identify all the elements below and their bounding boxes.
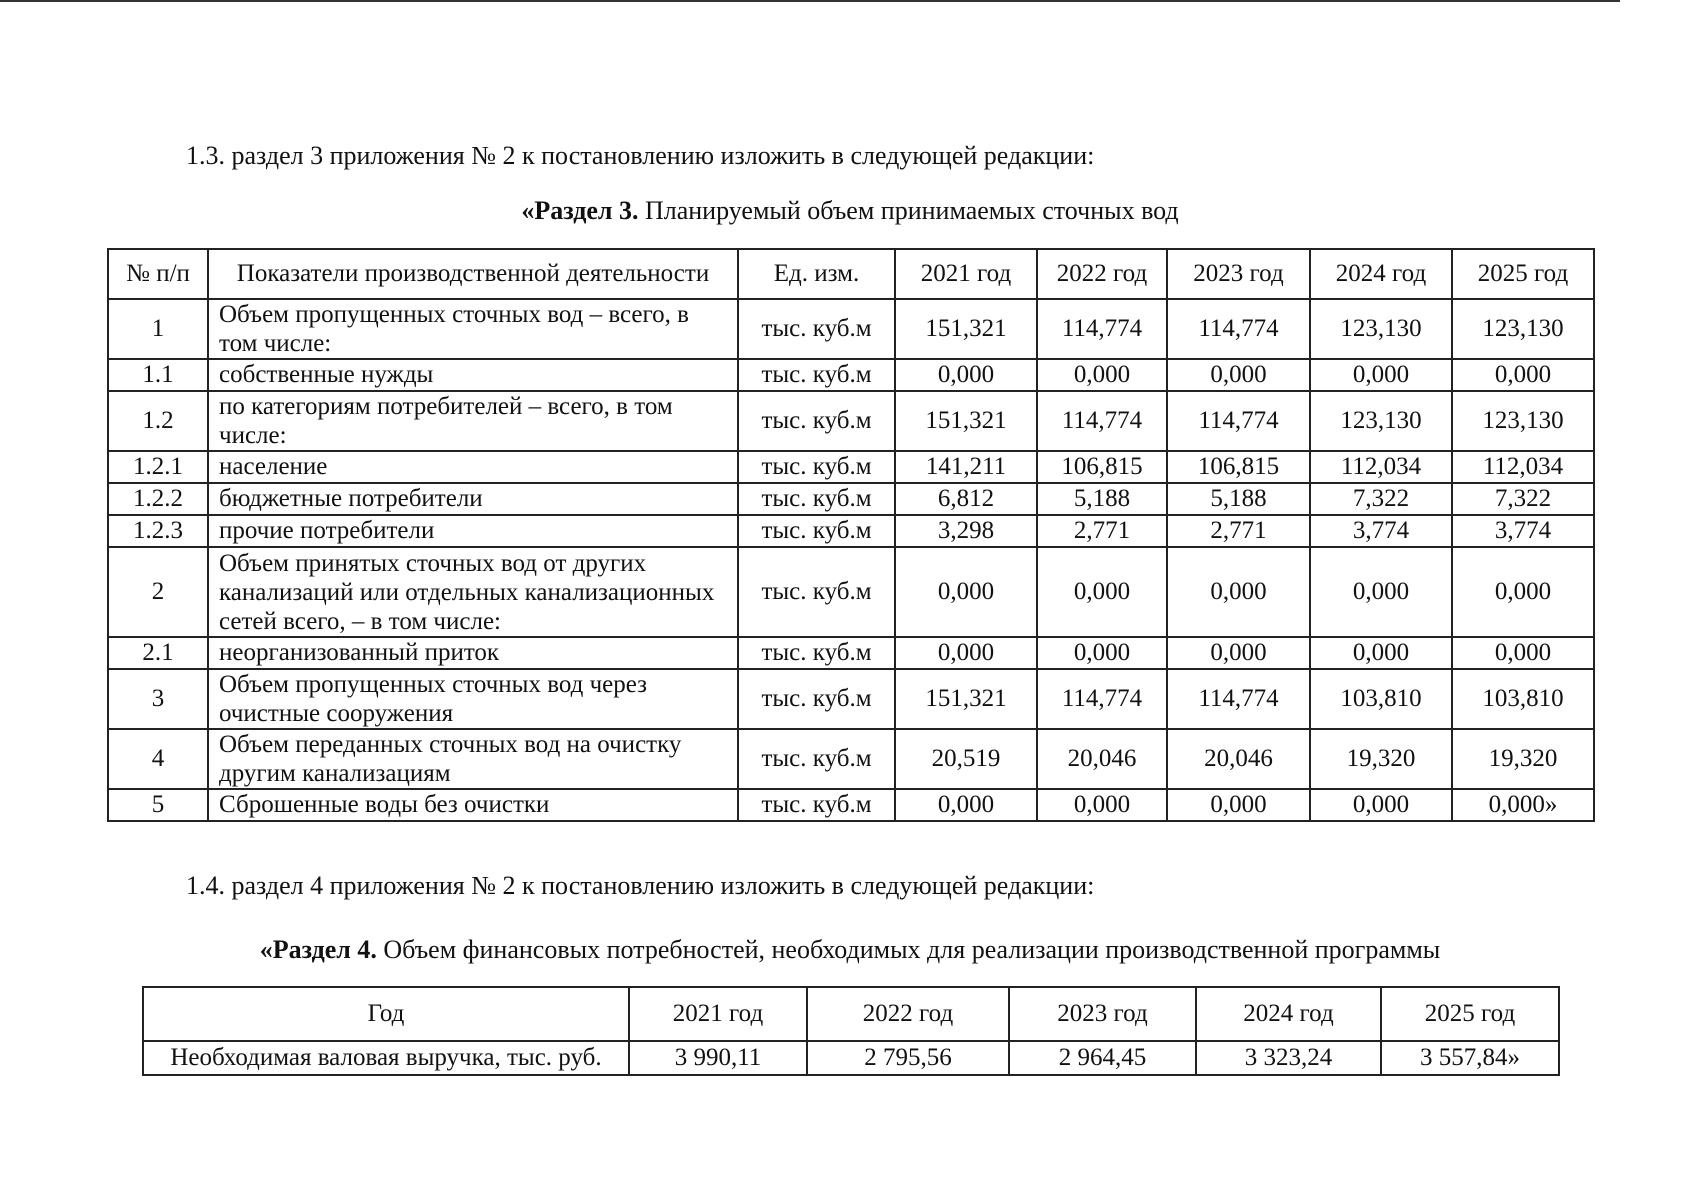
row-num: 4 xyxy=(108,729,208,789)
table-row xyxy=(108,729,1594,789)
row-value-2023: 0,000 xyxy=(1167,547,1310,637)
row-value-2023: 2 964,45 xyxy=(1009,1041,1196,1075)
row-num: 2.1 xyxy=(108,637,208,669)
row-unit: тыс. куб.м xyxy=(738,789,895,821)
row-unit: тыс. куб.м xyxy=(738,451,895,483)
row-value-2025: 123,130 xyxy=(1452,391,1594,451)
section4-heading-rest: Объем финансовых потребностей, необходимых для реализации производственной программы xyxy=(376,935,1441,964)
row-value-2022: 0,000 xyxy=(1037,359,1167,391)
row-unit: тыс. куб.м xyxy=(738,669,895,729)
row-num: 1.2.3 xyxy=(108,515,208,547)
row-value-2025: 123,130 xyxy=(1452,299,1594,359)
row-value-2021: 20,519 xyxy=(895,729,1037,789)
row-value-2022: 0,000 xyxy=(1037,789,1167,821)
row-value-2023: 20,046 xyxy=(1167,729,1310,789)
row-value-2025: 19,320 xyxy=(1452,729,1594,789)
table-row xyxy=(143,1041,1559,1075)
row-value-2023: 114,774 xyxy=(1167,669,1310,729)
row-unit: тыс. куб.м xyxy=(738,515,895,547)
row-value-2023: 114,774 xyxy=(1167,299,1310,359)
table-row xyxy=(108,547,1594,637)
header-2022: 2022 год xyxy=(1037,249,1167,299)
row-value-2021: 3 990,11 xyxy=(629,1041,807,1075)
header-2025: 2025 год xyxy=(1452,249,1594,299)
row-value-2022: 2 795,56 xyxy=(807,1041,1009,1075)
table-row xyxy=(108,391,1594,451)
row-value-2024: 0,000 xyxy=(1310,547,1452,637)
header-year-label: Год xyxy=(143,987,629,1041)
table-row xyxy=(108,637,1594,669)
row-indicator: Объем переданных сточных вод на очистку другим канализациям xyxy=(208,729,738,789)
header-indicator: Показатели производственной деятельности xyxy=(208,249,738,299)
row-num: 1.1 xyxy=(108,359,208,391)
section3-table xyxy=(107,248,1595,822)
header-2021: 2021 год xyxy=(895,249,1037,299)
row-num: 1.2 xyxy=(108,391,208,451)
header-2023: 2023 год xyxy=(1167,249,1310,299)
row-indicator: Объем принятых сточных вод от других канализаций или отдельных канализационных сетей всего, – в том числе: xyxy=(208,547,738,637)
row-value-2025: 0,000 xyxy=(1452,637,1594,669)
row-value-2021: 151,321 xyxy=(895,391,1037,451)
table-row xyxy=(108,451,1594,483)
row-value-2022: 2,771 xyxy=(1037,515,1167,547)
section4-heading xyxy=(107,935,1593,965)
section4-heading-bold: «Раздел 4. xyxy=(259,935,377,964)
row-value-2022: 0,000 xyxy=(1037,547,1167,637)
row-value-2021: 151,321 xyxy=(895,299,1037,359)
row-indicator: собственные нужды xyxy=(208,359,738,391)
header-2023: 2023 год xyxy=(1009,987,1196,1041)
table-row xyxy=(108,789,1594,821)
row-unit: тыс. куб.м xyxy=(738,483,895,515)
table-row xyxy=(108,669,1594,729)
row-indicator: Сброшенные воды без очистки xyxy=(208,789,738,821)
row-value-2024: 103,810 xyxy=(1310,669,1452,729)
row-value-2023: 2,771 xyxy=(1167,515,1310,547)
row-num: 1.2.2 xyxy=(108,483,208,515)
top-rule xyxy=(0,0,1620,2)
table-row xyxy=(108,299,1594,359)
row-value-2021: 6,812 xyxy=(895,483,1037,515)
row-unit: тыс. куб.м xyxy=(738,637,895,669)
header-2025: 2025 год xyxy=(1381,987,1559,1041)
row-value-2023: 0,000 xyxy=(1167,359,1310,391)
row-value-2025: 3 557,84» xyxy=(1381,1041,1559,1075)
header-unit: Ед. изм. xyxy=(738,249,895,299)
row-unit: тыс. куб.м xyxy=(738,359,895,391)
header-2024: 2024 год xyxy=(1196,987,1381,1041)
row-value-2022: 114,774 xyxy=(1037,669,1167,729)
row-num: 1.2.1 xyxy=(108,451,208,483)
row-unit: тыс. куб.м xyxy=(738,299,895,359)
paragraph-1-4: 1.4. раздел 4 приложения № 2 к постановлению изложить в следующей редакции: xyxy=(186,871,1095,900)
row-value-2024: 123,130 xyxy=(1310,391,1452,451)
row-num: 5 xyxy=(108,789,208,821)
header-2024: 2024 год xyxy=(1310,249,1452,299)
row-indicator: прочие потребители xyxy=(208,515,738,547)
row-value-2024: 3 323,24 xyxy=(1196,1041,1381,1075)
row-value-2024: 7,322 xyxy=(1310,483,1452,515)
table-header-row xyxy=(108,249,1594,299)
row-value-2025: 0,000» xyxy=(1452,789,1594,821)
row-num: 2 xyxy=(108,547,208,637)
row-value-2021: 0,000 xyxy=(895,789,1037,821)
row-value-2021: 0,000 xyxy=(895,359,1037,391)
row-unit: тыс. куб.м xyxy=(738,729,895,789)
header-2021: 2021 год xyxy=(629,987,807,1041)
row-value-2024: 123,130 xyxy=(1310,299,1452,359)
row-value-2024: 3,774 xyxy=(1310,515,1452,547)
row-value-2021: 0,000 xyxy=(895,637,1037,669)
row-value-2022: 5,188 xyxy=(1037,483,1167,515)
row-value-2022: 114,774 xyxy=(1037,391,1167,451)
paragraph-1-3: 1.3. раздел 3 приложения № 2 к постановлению изложить в следующей редакции: xyxy=(186,141,1095,170)
row-value-2022: 114,774 xyxy=(1037,299,1167,359)
header-2022: 2022 год xyxy=(807,987,1009,1041)
row-value-2021: 151,321 xyxy=(895,669,1037,729)
row-value-2023: 114,774 xyxy=(1167,391,1310,451)
table-header-row xyxy=(143,987,1559,1041)
row-value-2022: 0,000 xyxy=(1037,637,1167,669)
row-value-2023: 0,000 xyxy=(1167,637,1310,669)
row-unit: тыс. куб.м xyxy=(738,547,895,637)
row-indicator: неорганизованный приток xyxy=(208,637,738,669)
row-value-2025: 0,000 xyxy=(1452,547,1594,637)
section3-heading-rest: Планируемый объем принимаемых сточных вод xyxy=(638,196,1179,225)
row-value-2022: 106,815 xyxy=(1037,451,1167,483)
row-indicator: по категориям потребителей – всего, в том числе: xyxy=(208,391,738,451)
row-value-2021: 3,298 xyxy=(895,515,1037,547)
row-num: 1 xyxy=(108,299,208,359)
row-value-2024: 19,320 xyxy=(1310,729,1452,789)
row-value-2025: 0,000 xyxy=(1452,359,1594,391)
row-value-2024: 0,000 xyxy=(1310,637,1452,669)
row-value-2025: 103,810 xyxy=(1452,669,1594,729)
section4-table xyxy=(142,986,1560,1076)
row-value-2024: 112,034 xyxy=(1310,451,1452,483)
table-row xyxy=(108,359,1594,391)
row-value-2025: 7,322 xyxy=(1452,483,1594,515)
section3-heading-bold: «Раздел 3. xyxy=(521,196,639,225)
row-value-2025: 112,034 xyxy=(1452,451,1594,483)
table-row xyxy=(108,483,1594,515)
row-unit: тыс. куб.м xyxy=(738,391,895,451)
row-value-2024: 0,000 xyxy=(1310,359,1452,391)
row-indicator: Объем пропущенных сточных вод через очистные сооружения xyxy=(208,669,738,729)
row-indicator: Объем пропущенных сточных вод – всего, в том числе: xyxy=(208,299,738,359)
header-num: № п/п xyxy=(108,249,208,299)
row-value-2025: 3,774 xyxy=(1452,515,1594,547)
row-value-2023: 106,815 xyxy=(1167,451,1310,483)
row-value-2023: 5,188 xyxy=(1167,483,1310,515)
row-indicator: Необходимая валовая выручка, тыс. руб. xyxy=(143,1041,629,1075)
row-value-2021: 141,211 xyxy=(895,451,1037,483)
row-num: 3 xyxy=(108,669,208,729)
row-value-2022: 20,046 xyxy=(1037,729,1167,789)
row-value-2021: 0,000 xyxy=(895,547,1037,637)
row-value-2023: 0,000 xyxy=(1167,789,1310,821)
row-indicator: бюджетные потребители xyxy=(208,483,738,515)
row-indicator: население xyxy=(208,451,738,483)
table-row xyxy=(108,515,1594,547)
section3-heading xyxy=(107,196,1593,226)
row-value-2024: 0,000 xyxy=(1310,789,1452,821)
